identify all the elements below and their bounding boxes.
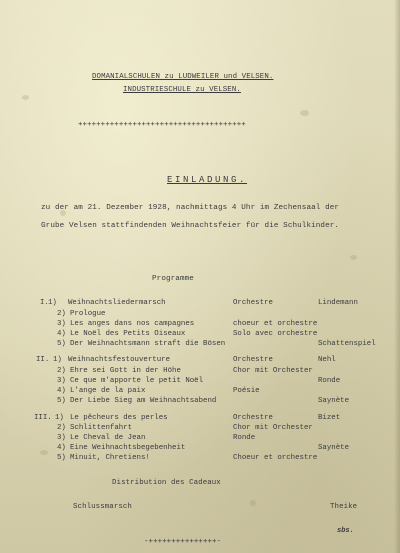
- item-title: Les anges dans nos campagnes: [70, 320, 195, 328]
- item-title: Der Liebe Sieg am Weihnachtsabend: [70, 397, 217, 405]
- item-author: Saynète: [318, 444, 350, 452]
- section-numeral: I.: [40, 299, 49, 307]
- item-title: Der Weihnachtsmann straft die Bösen: [70, 340, 226, 348]
- page-title: EINLADUNG.: [167, 175, 248, 185]
- distribution-heading: Distribution des Cadeaux: [112, 479, 221, 487]
- stain: [40, 450, 48, 455]
- item-title: Ehre sei Gott in der Höhe: [70, 367, 181, 375]
- item-title: Le Cheval de Jean: [70, 434, 146, 442]
- item-performer: Orchestre: [233, 356, 273, 364]
- item-number: 1): [55, 414, 64, 422]
- item-number: 1): [53, 356, 62, 364]
- stain: [250, 500, 256, 506]
- item-title: Weihnachtsliedermarsch: [68, 299, 166, 307]
- item-performer: choeur et orchestre: [233, 320, 318, 328]
- item-number: 4): [57, 330, 66, 338]
- item-number: 4): [57, 387, 66, 395]
- invitation-line-2: Grube Velsen stattfindenden Weihnachtsfeier für die Schulkinder.: [41, 222, 340, 230]
- item-number: 4): [57, 444, 66, 452]
- item-title: Minuit, Chretiens!: [70, 454, 150, 462]
- item-title: Le pêcheurs des perles: [70, 414, 168, 422]
- stain: [350, 255, 357, 260]
- item-number: 1): [48, 299, 57, 307]
- item-number: 2): [57, 424, 66, 432]
- closing-author: Theike: [330, 503, 358, 511]
- item-number: 2): [57, 367, 66, 375]
- school-heading: DOMANIALSCHULEN zu LUDWEILER und VELSEN.: [92, 73, 274, 81]
- item-title: L'ange de la paix: [70, 387, 146, 395]
- item-number: 5): [57, 454, 66, 462]
- item-number: 3): [57, 434, 66, 442]
- item-performer: Solo avec orchestre: [233, 330, 318, 338]
- stain: [300, 110, 309, 116]
- header-separator: +++++++++++++++++++++++++++++++++++++: [78, 121, 246, 129]
- item-number: 3): [57, 320, 66, 328]
- item-number: 2): [57, 310, 66, 318]
- item-performer: Chor mit Orchester: [233, 424, 313, 432]
- item-author: Lindemann: [318, 299, 358, 307]
- item-number: 5): [57, 397, 66, 405]
- school-subheading: INDUSTRIESCHULE zu VELSEN.: [123, 86, 241, 94]
- programme-heading: Programme: [152, 275, 194, 283]
- page-edge-shadow: [394, 0, 400, 553]
- item-performer: Choeur et orchestre: [233, 454, 318, 462]
- stain: [22, 95, 29, 100]
- section-numeral: III.: [34, 414, 52, 422]
- item-number: 3): [57, 377, 66, 385]
- item-performer: Chor mit Orchester: [233, 367, 313, 375]
- item-title: Ce que m'apporte le petit Noël: [70, 377, 204, 385]
- item-performer: Orchestre: [233, 299, 273, 307]
- item-performer: Ronde: [233, 434, 256, 442]
- closing-title: Schlussmarsch: [73, 503, 132, 511]
- item-performer: Poésie: [233, 387, 260, 395]
- item-author: Bizet: [318, 414, 341, 422]
- item-title: Le Noël des Petits Oiseaux: [70, 330, 186, 338]
- item-author: Saynète: [318, 397, 350, 405]
- item-title: Prologue: [70, 310, 106, 318]
- typist-initials: sbs.: [337, 527, 354, 535]
- item-performer: Orchestre: [233, 414, 273, 422]
- item-title: Schlittenfahrt: [70, 424, 133, 432]
- item-author: Nehl: [318, 356, 336, 364]
- invitation-line-1: zu der am 21. Dezember 1928, nachmittags 4 Uhr im Zechensaal der: [41, 204, 340, 212]
- section-numeral: II.: [36, 356, 50, 364]
- item-number: 5): [57, 340, 66, 348]
- item-title: Eine Weihnachtsbegebenheit: [70, 444, 186, 452]
- item-title: Weihnachtsfestouverture: [68, 356, 171, 364]
- item-author: Schattenspiel: [318, 340, 376, 348]
- footer-separator: -+++++++++++++++-: [144, 538, 222, 546]
- item-author: Ronde: [318, 377, 341, 385]
